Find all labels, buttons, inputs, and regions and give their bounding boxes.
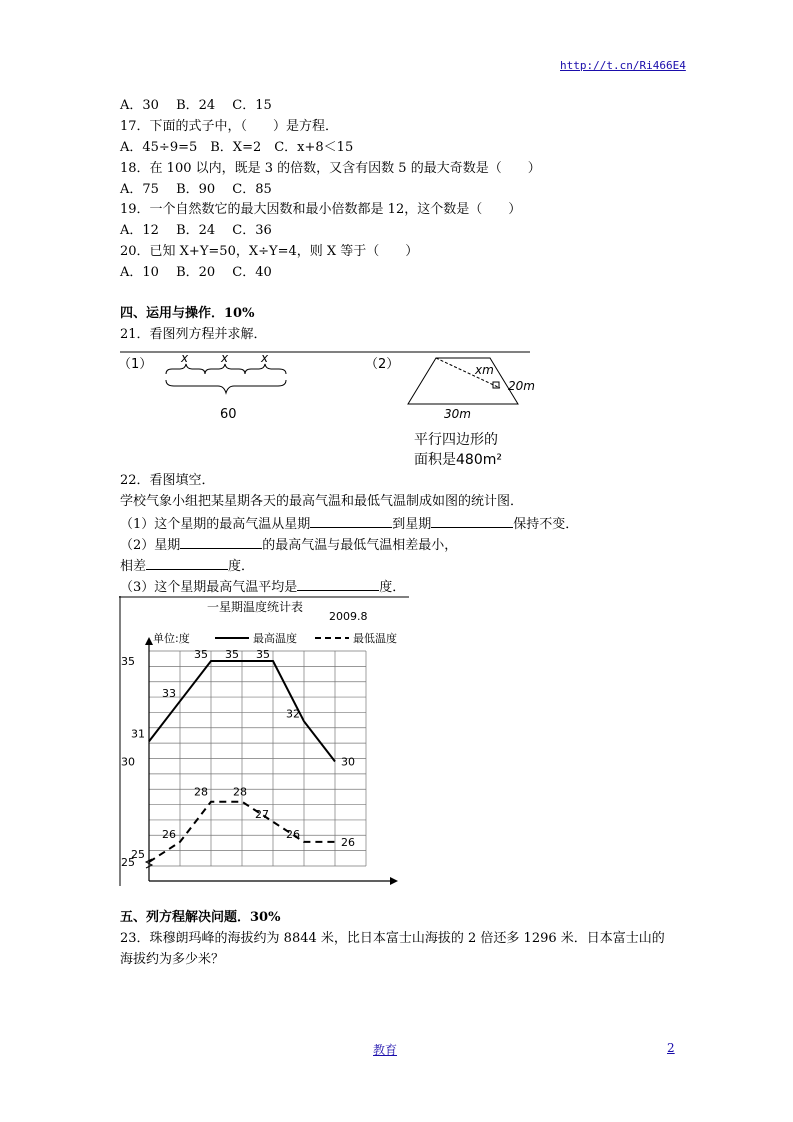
fig1-var-3: x <box>261 351 269 365</box>
fig1-label: （1） <box>118 357 153 372</box>
q17-options: A．45÷9=5 B．X=2 C．x+8＜15 <box>120 140 354 155</box>
data-label-min-6: 26 <box>286 827 300 841</box>
y-tick-label: 35 <box>121 655 135 668</box>
q22-part3-b: 度． <box>379 580 406 595</box>
chart-subtitle: 2009.8 <box>329 610 368 623</box>
fig2-height: 20m <box>508 379 535 393</box>
q22-blank-5[interactable] <box>297 576 379 591</box>
data-label-max-5: 35 <box>256 648 270 661</box>
q16-options: A．30 B．24 C．15 <box>120 98 272 113</box>
fig2-right-angle-mark <box>493 382 499 388</box>
q22-blank-4[interactable] <box>146 555 228 570</box>
q18-text: 18．在 100 以内，既是 3 的倍数，又含有因数 5 的最大奇数是（ ） <box>120 161 541 176</box>
fig1-brace-top-1 <box>166 364 205 374</box>
q22-part2-c: 相差 <box>120 559 147 574</box>
q22-text: 22．看图填空． <box>120 473 215 488</box>
q17-text: 17．下面的式子中，（ ）是方程． <box>120 119 339 134</box>
q22-part2-cont <box>120 555 254 577</box>
q22-part2 <box>120 534 457 556</box>
section4-title: 四、运用与操作．10% <box>120 306 255 321</box>
fig2-base: 30m <box>444 407 471 421</box>
fig2-note-line1: 平行四边形的 <box>414 432 498 448</box>
q22-part1-b: 到星期 <box>392 517 432 532</box>
fig1-brace-bottom <box>166 380 286 393</box>
data-label-min-2: 26 <box>162 827 176 841</box>
data-label-min-4: 28 <box>233 785 247 799</box>
data-label-min-3: 28 <box>194 785 208 799</box>
header-url-link[interactable]: http://t.cn/Ri466E4 <box>560 59 686 72</box>
fig2-label: （2） <box>365 357 400 372</box>
q19-text: 19．一个自然数它的最大因数和最小倍数都是 12，这个数是（ ） <box>120 202 522 217</box>
data-label-min-5: 27 <box>255 807 269 821</box>
chart-unit-label: 单位:度 <box>153 632 190 645</box>
q20-text: 20．已知 X+Y=50，X÷Y=4，则 X 等于（ ） <box>120 244 419 259</box>
data-label-max-7: 30 <box>341 755 355 769</box>
fig1-var-2: x <box>221 351 229 365</box>
page-number: 2 <box>667 1041 675 1055</box>
y-tick-label: 25 <box>121 856 135 869</box>
data-label-min-7: 26 <box>341 835 355 849</box>
section5-title: 五、列方程解决问题．30% <box>120 910 281 925</box>
legend-max-label: 最高温度 <box>253 632 297 645</box>
fig1-brace-top-2 <box>205 364 245 374</box>
y-tick-label: 30 <box>121 755 135 769</box>
fig1-total: 60 <box>220 407 237 422</box>
q22-part1-a: （1）这个星期的最高气温从星期 <box>120 517 311 532</box>
q21-text: 21．看图列方程并求解． <box>120 327 267 342</box>
data-label-max-2: 33 <box>162 687 176 701</box>
q22-blank-3[interactable] <box>180 534 262 549</box>
q18-options: A．75 B．90 C．85 <box>120 182 272 197</box>
q23-line1: 23．珠穆朗玛峰的海拔约为 8844 米，比日本富士山海拔的 2 倍还多 1296 米．日本富士山的 <box>120 931 665 946</box>
data-label-min-1: 25 <box>131 848 145 861</box>
chart-title: 一星期温度统计表 <box>207 600 304 614</box>
y-axis-arrow <box>145 637 153 645</box>
x-axis-arrow <box>390 877 398 885</box>
q22-blank-2[interactable] <box>431 513 513 528</box>
q22-blank-1[interactable] <box>310 513 392 528</box>
data-label-max-4: 35 <box>225 648 239 661</box>
q23-line2: 海拔约为多少米？ <box>120 952 225 967</box>
q22-part1-c: 保持不变． <box>513 517 579 532</box>
data-label-max-6: 32 <box>286 707 300 721</box>
footer-link[interactable]: 教育 <box>373 1043 398 1057</box>
fig1-brace-top-3 <box>245 364 286 374</box>
temperature-chart <box>119 596 409 886</box>
q22-part3 <box>120 576 405 598</box>
fig2-note-line2: 面积是480m² <box>414 452 502 468</box>
q22-part2-a: （2）星期 <box>120 538 181 553</box>
q22-part1 <box>120 513 578 535</box>
q19-options: A．12 B．24 C．36 <box>120 223 272 238</box>
q20-options: A．10 B．20 C．40 <box>120 265 272 280</box>
q22-part3-a: （3）这个星期最高气温平均是 <box>120 580 298 595</box>
data-label-max-1: 31 <box>131 727 145 741</box>
q22-part2-b: 的最高气温与最低气温相差最小， <box>262 538 458 553</box>
q22-intro: 学校气象小组把某星期各天的最高气温和最低气温制成如图的统计图． <box>120 494 524 509</box>
q22-part2-d: 度． <box>228 559 255 574</box>
legend-min-label: 最低温度 <box>353 632 397 645</box>
fig2-parallelogram <box>408 358 518 404</box>
q21-figure <box>110 346 540 470</box>
data-label-max-3: 35 <box>194 648 208 661</box>
fig1-var-1: x <box>181 351 189 365</box>
fig2-xm: xm <box>475 363 494 377</box>
